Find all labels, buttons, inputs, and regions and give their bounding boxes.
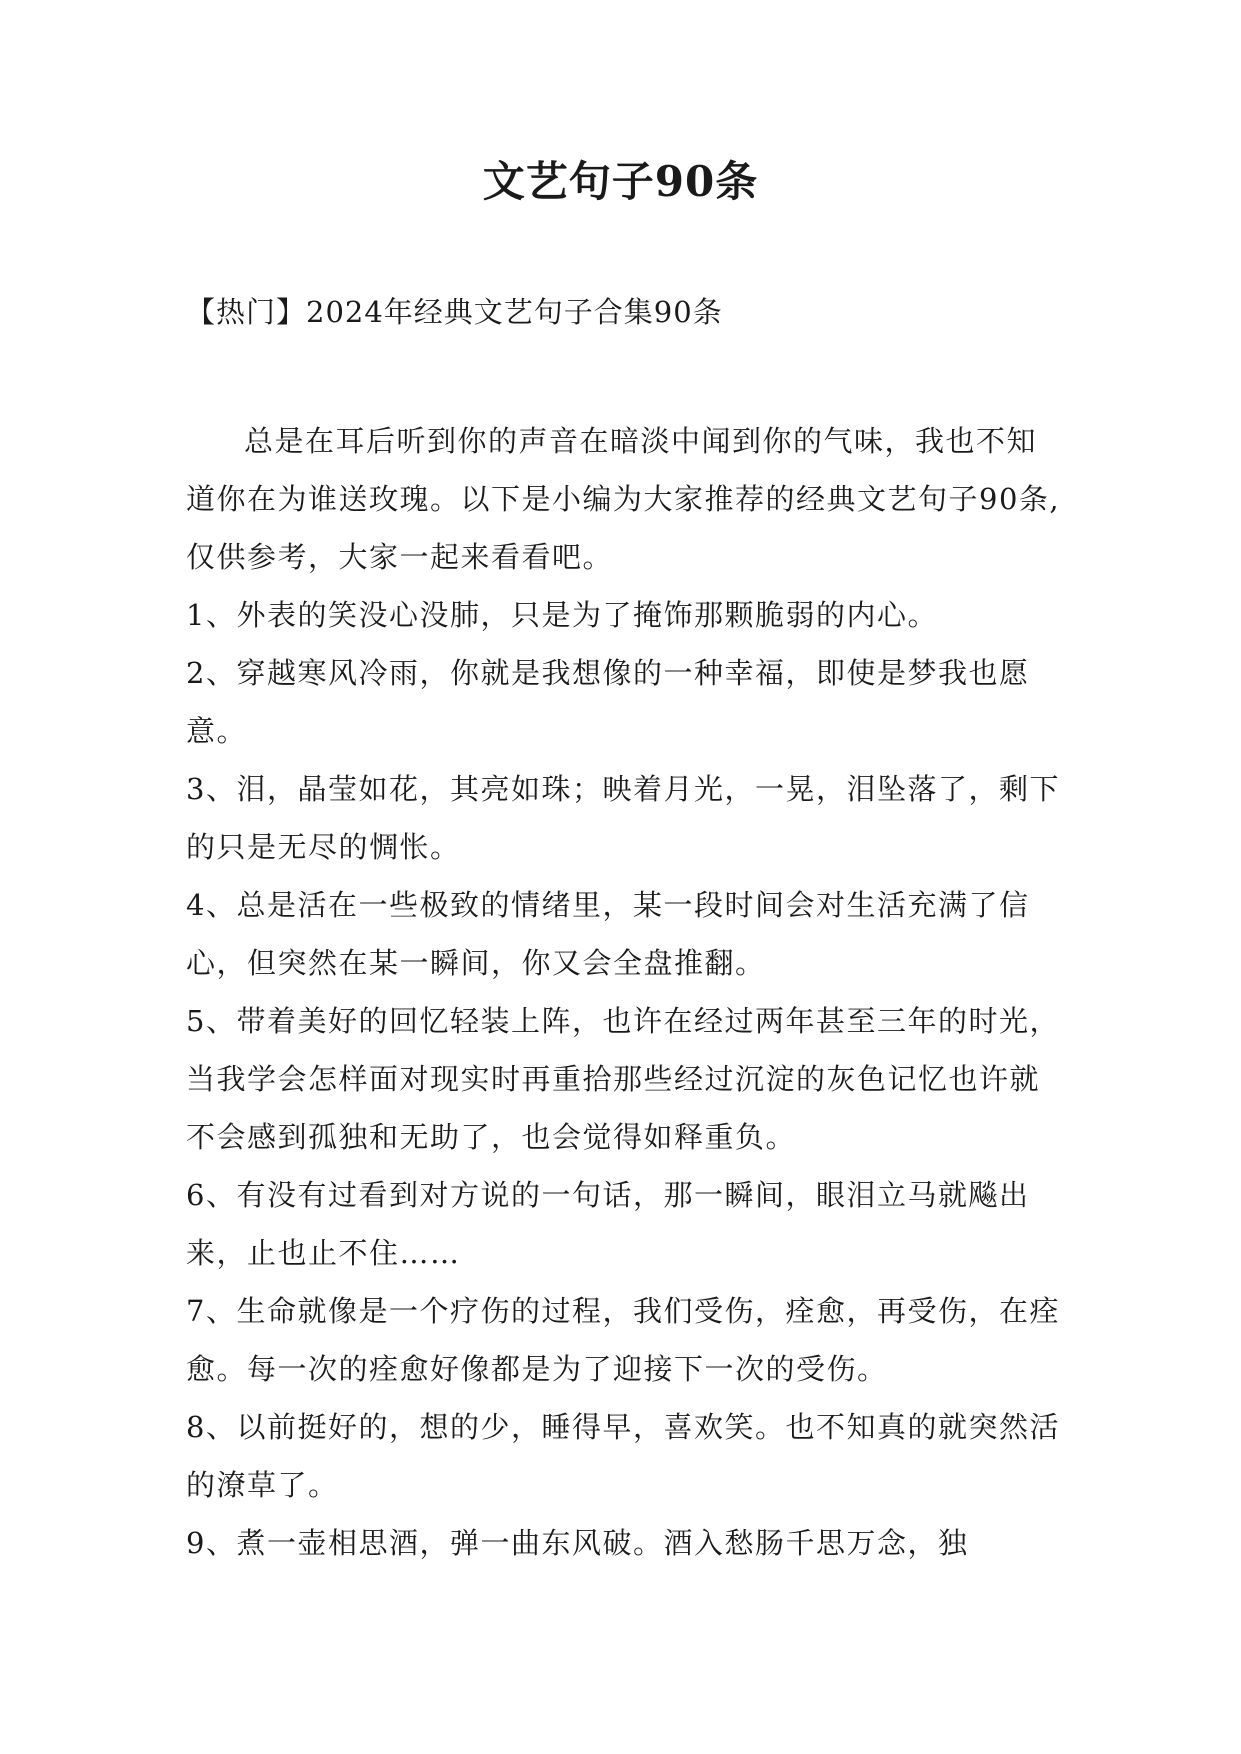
list-item: 8、以前挺好的，想的少，睡得早，喜欢笑。也不知真的就突然活的潦草了。 [186,1410,1060,1502]
list-item: 2、穿越寒风冷雨，你就是我想像的一种幸福，即使是梦我也愿意。 [186,656,1030,748]
list-item: 3、泪，晶莹如花，其亮如珠；映着月光，一晃，泪坠落了，剩下的只是无尽的惆怅。 [186,772,1060,864]
list-item: 1、外表的笑没心没肺，只是为了掩饰那颗脆弱的内心。 [186,598,938,632]
list-item: 4、总是活在一些极致的情绪里，某一段时间会对生活充满了信心，但突然在某一瞬间，你又会全盘推翻。 [186,888,1030,980]
subtitle: 【热门】2024年经典文艺句子合集90条 [186,295,723,329]
list-item: 7、生命就像是一个疗伤的过程，我们受伤，痊愈，再受伤，在痊愈。每一次的痊愈好像都是为了迎接下一次的受伤。 [186,1294,1060,1386]
body-text [186,412,1066,1572]
list-item: 5、带着美好的回忆轻装上阵，也许在经过两年甚至三年的时光，当我学会怎样面对现实时再重拾那些经过沉淀的灰色记忆也许就不会感到孤独和无助了，也会觉得如释重负。 [186,1004,1060,1154]
page-title: 文艺句子90条 [482,157,759,206]
list-item: 9、煮一壶相思酒，弹一曲东风破。酒入愁肠千思万念，独 [186,1526,969,1560]
intro-paragraph: 总是在耳后听到你的声音在暗淡中闻到你的气味，我也不知道你在为谁送玫瑰。以下是小编为大家推荐的经典文艺句子90条,仅供参考，大家一起来看看吧。 [186,424,1061,574]
list-item: 6、有没有过看到对方说的一句话，那一瞬间，眼泪立马就飚出来，止也止不住…… [186,1178,1030,1270]
